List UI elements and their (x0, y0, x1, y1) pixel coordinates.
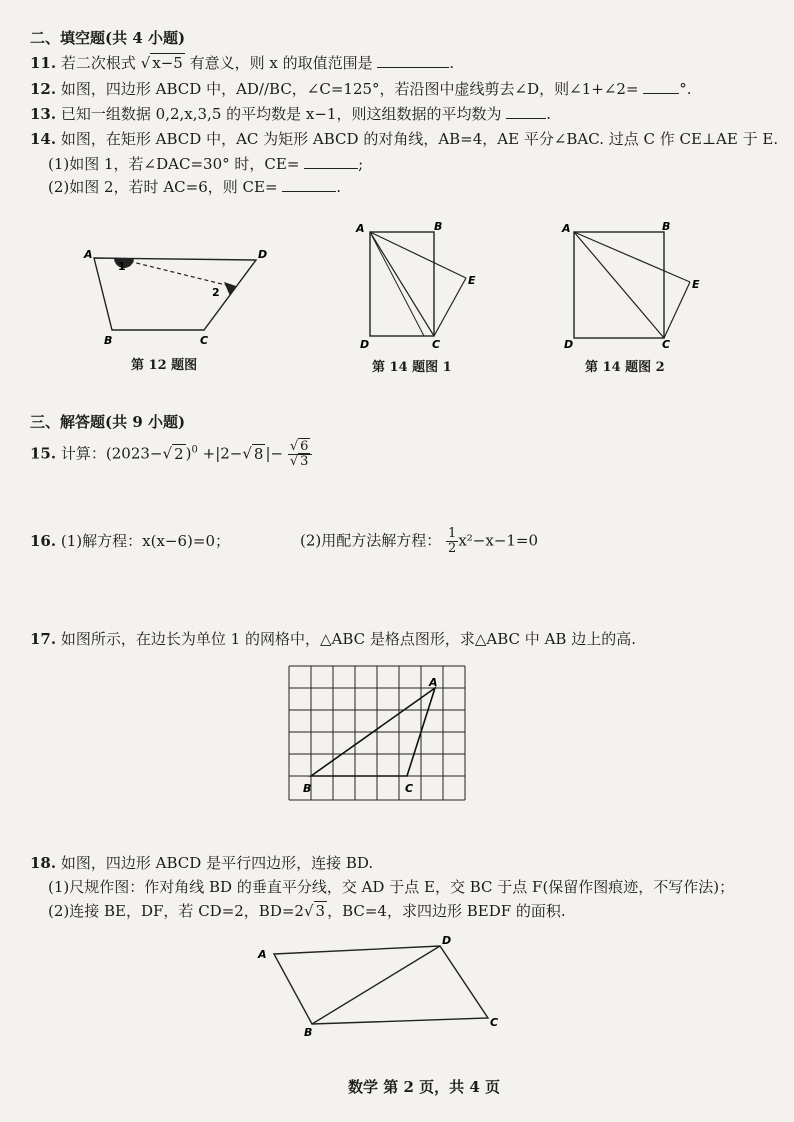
label-B: B (662, 220, 671, 233)
part-end: . (336, 178, 342, 196)
label-angle-2: 2 (212, 286, 220, 299)
question-16-part-2 (300, 527, 538, 556)
answer-blank[interactable] (304, 155, 358, 169)
label-angle-1: 1 (118, 260, 126, 273)
diagonal-ac (574, 232, 664, 338)
label-A: A (562, 222, 571, 235)
label-D: D (360, 338, 370, 348)
segment-ce (664, 282, 690, 338)
numerator: 1 (448, 526, 457, 541)
denominator: 3 (300, 454, 309, 469)
question-text: 如图所示，在边长为单位 1 的网格中，△ABC 是格点图形，求△ABC 中 AB 边上的高. (60, 630, 636, 648)
label-C: C (405, 782, 414, 795)
label-C: C (662, 338, 671, 348)
part-text-2: ，BC=4，求四边形 BEDF 的面积. (327, 902, 566, 920)
label-A: A (356, 222, 365, 235)
question-14-part-2 (48, 176, 341, 197)
figure-14-2-caption: 第 14 题图 2 (585, 360, 665, 375)
angle-2-mark (224, 282, 236, 296)
question-18-part-1: (1)尺规作图：作对角线 BD 的垂直平分线，交 AD 于点 E，交 BC 于点 F(保留作图痕迹，不写作法)； (48, 878, 735, 896)
answer-blank[interactable] (643, 80, 679, 94)
denominator: 2 (448, 541, 457, 556)
part-end: ; (358, 155, 364, 173)
figure-17-grid (285, 662, 470, 806)
fraction: $\frac{√ 6}{√ 3}$ (288, 440, 313, 469)
question-14-part-1 (48, 153, 363, 174)
figure-14-1-caption: 第 14 题图 1 (372, 360, 452, 375)
question-number: 13. (30, 105, 57, 123)
question-18 (30, 852, 373, 873)
part-2-equation: x²−x−1=0 (458, 531, 539, 550)
label-A: A (258, 948, 267, 961)
label-D: D (442, 934, 452, 947)
radicand: 8 (253, 444, 264, 463)
figure-12-caption: 第 12 题图 (131, 358, 198, 373)
answer-blank[interactable] (506, 105, 546, 119)
question-text: 若二次根式 (60, 54, 136, 72)
question-number: 14. (30, 130, 57, 148)
section-2-heading: 二、填空题(共 4 小题) (30, 29, 186, 47)
question-12 (30, 78, 692, 99)
label-A: A (84, 248, 93, 261)
question-17 (30, 628, 636, 649)
part-text: (2)连接 BE，DF，若 CD=2，BD=2 (48, 902, 304, 920)
question-text-2: 有意义，则 x 的取值范围是 (189, 54, 373, 72)
question-15: 15. 计算：(2023−√ 2 )$^0$ +|2−√ 8 |− $\frac{√ 6}{√ 3}$ (30, 440, 312, 469)
expr-part: ) (185, 444, 192, 463)
part-text: (1)如图 1，若∠DAC=30° 时，CE= (48, 155, 300, 173)
question-number: 15. (30, 444, 57, 463)
parallelogram-abcd (274, 946, 488, 1024)
question-13 (30, 103, 551, 124)
question-number: 17. (30, 630, 57, 648)
label-C: C (200, 334, 209, 347)
expr-part: 计算：(2023− (60, 444, 163, 463)
question-number: 12. (30, 80, 57, 98)
answer-blank[interactable] (377, 54, 449, 68)
cut-line (116, 258, 230, 286)
label-B: B (104, 334, 113, 347)
radical: √ x−5 (140, 54, 183, 72)
question-14 (30, 128, 778, 149)
segment-ce (434, 278, 466, 336)
figure-12 (80, 238, 280, 358)
radicand: 2 (174, 444, 184, 463)
part-text: (2)如图 2，若时 AC=6，则 CE= (48, 178, 278, 196)
label-A: A (429, 676, 438, 689)
part-2-text: (2)用配方法解方程： (300, 531, 442, 550)
part-1-text: (1)解方程：x(x−6)=0； (60, 532, 230, 550)
question-end: °. (679, 80, 692, 98)
figure-14-1 (352, 220, 492, 348)
figure-14-2 (558, 220, 708, 348)
question-number: 11. (30, 54, 57, 72)
radicand: 3 (315, 902, 326, 920)
label-C: C (432, 338, 441, 348)
label-B: B (434, 220, 443, 233)
question-end: . (449, 54, 455, 72)
label-B: B (304, 1026, 313, 1038)
segment-ae (574, 232, 690, 282)
numerator: 6 (300, 439, 309, 454)
question-text: 已知一组数据 0,2,x,3,5 的平均数是 x−1，则这组数据的平均数为 (60, 105, 502, 123)
section-3-heading: 三、解答题(共 9 小题) (30, 413, 186, 431)
question-end: . (546, 105, 552, 123)
question-text: 如图，四边形 ABCD 中，AD//BC，∠C=125°，若沿图中虚线剪去∠D，则∠1+∠2= (60, 80, 639, 98)
expr-part: |− (265, 444, 284, 463)
exponent: 0 (191, 444, 198, 456)
question-text: 如图，四边形 ABCD 是平行四边形，连接 BD. (60, 854, 374, 872)
label-D: D (564, 338, 574, 348)
label-C: C (490, 1016, 499, 1029)
label-E: E (692, 278, 700, 291)
segment-extra (370, 232, 424, 336)
question-11 (30, 52, 454, 73)
label-D: D (258, 248, 268, 261)
answer-blank[interactable] (282, 178, 336, 192)
expr-part: +|2− (202, 444, 243, 463)
question-18-part-2: (2)连接 BE，DF，若 CD=2，BD=2√ 3 ，BC=4，求四边形 BEDF 的面积. (48, 902, 566, 920)
figure-18-parallelogram (252, 928, 512, 1038)
question-text: 如图，在矩形 ABCD 中，AC 为矩形 ABCD 的对角线，AB=4，AE 平分∠BAC. 过点 C 作 CE⊥AE 于 E. (60, 130, 779, 148)
fraction (446, 527, 458, 556)
question-number: 18. (30, 854, 57, 872)
radicand: x−5 (152, 54, 183, 72)
label-E: E (468, 274, 476, 287)
label-B: B (303, 782, 312, 795)
question-number: 16. (30, 532, 57, 550)
diagonal-bd (312, 946, 440, 1024)
question-16 (30, 530, 230, 551)
page-footer: 数学 第 2 页，共 4 页 (348, 1078, 500, 1096)
